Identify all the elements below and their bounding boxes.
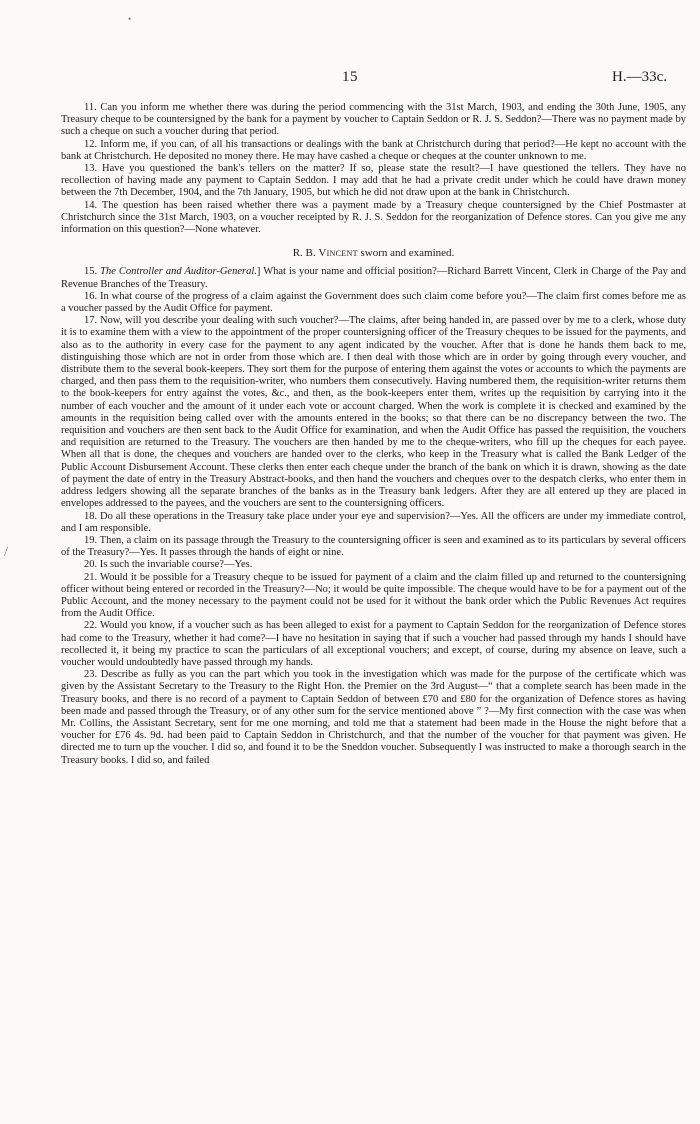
witness-initials: R. B. <box>292 247 316 260</box>
paragraph-18: 18. Do all these operations in the Treasury take place under your eye and supervision?—Yes. All the officers are under my immediate control, and I am responsible. <box>61 510 686 534</box>
paragraph-21: 21. Would it be possible for a Treasury cheque to be issued for payment of a claim and the claim filled up and returned to the countersigning officer without being entered or recorded in the Treasury?—No; it would be quite impossible. The cheque would have to be for a payment out of the Public Account, and the money necessary to the payment could not be used for it without the bank order which the Public Revenues Act requires from the Audit Office. <box>61 571 686 620</box>
paragraph-15-number: 15. <box>84 266 98 278</box>
document-body <box>61 102 686 767</box>
witness-heading <box>61 247 686 259</box>
margin-dot-mark: • <box>128 14 132 24</box>
paragraph-15-text: ] What is your name and official position?—Richard Barrett Vincent, Clerk in Charge of the Pay and Revenue Branches of the Treasury. <box>61 266 686 290</box>
paragraph-19: 19. Then, a claim on its passage through the Treasury to the countersigning officer is seen and examined as to its particulars by several officers of the Treasury?—Yes. It passes through the hands of eight or nine. <box>61 534 686 559</box>
witness-sworn-text: sworn and examined. <box>360 247 455 260</box>
paragraph-17: 17. Now, will you describe your dealing with such voucher?—The claims, after being handed in, are passed over by me to a clerk, whose duty it is to examine them with a view to the appointment of the proper countersigning officer of the Treasury cheques to be issued for the payments, and also as to the authority in every case for the payment to any agent indicated by the voucher. After that is done he hands them back to me, distinguishing those which are not in order from those which are. I then deal with those which are in order by going through every voucher, and distribute them to the several book-keepers. They sort them for the purpose of entering them against the votes or accounts to which the payments are charged, and then pass them to the requisition-writer, who numbers them consecutively. Having numbered them, the requisition-writer returns them to the book-keepers for entry against the votes, &c., and then, as the book-keepers enter them, writes up the requisition by carrying into it the number of each voucher and the amount of it under each vote or account charged. When the work is complete it is checked and examined by the amounts in the requisition being called over with the amounts entered in the books; so that there can be no discrepancy between the two. The requisition and vouchers are then sent back to the Audit Office for examination, and when the Audit Office has passed the requisition, the vouchers and requisition are returned to the Treasury. The vouchers are then handed by me to the cheque-writers, who fill up the cheques for each payee. When all that is done, the cheques and vouchers are handed over to the clerks, who keep in the Treasury what is called the Bank Ledger of the Public Account Disbursement Account. These clerks then enter each cheque under the branch of the bank on which it is drawn, showing as the date of payment the date of entry in the Treasury Abstract-books, and then hand the vouchers and cheques over to the despatch clerks, who enter them in address ledgers showing all the separate branches of the banks as in the Treasury bank ledgers. After they are all entered up they are placed in envelopes addressed to the payees, and the vouchers are sent to the countersigning officers. <box>61 315 686 510</box>
paragraph-13: 13. Have you questioned the bank's tellers on the matter? If so, please state the result?—I have questioned the tellers. They have no recollection of having made any payment to Captain Seddon. I may add that he had a private credit under which he could have drawn money between the 7th December, 1904, and the 7th January, 1905, but which he did not draw upon at the bank in Christchurch. <box>61 163 686 199</box>
paragraph-15 <box>61 266 686 290</box>
paragraph-11: 11. Can you inform me whether there was during the period commencing with the 31st March, 1903, and ending the 30th June, 1905, any Treasury cheque to be countersigned by the bank for a payment by voucher to Captain Seddon or R. J. S. Seddon?—There was no payment made by such a cheque on such a voucher during that period. <box>61 102 686 138</box>
margin-tick-mark: / <box>4 545 8 560</box>
paragraph-15-examiner: The Controller and Auditor-General. <box>100 266 257 278</box>
document-code: H.—33c. <box>612 69 667 85</box>
witness-name: Vincent <box>318 247 358 260</box>
paragraph-22: 22. Would you know, if a voucher such as has been alleged to exist for a payment to Captain Seddon for the reorganization of Defence stores had come to the Treasury, whether it had come?—I have no hesitation in saying that if such a voucher had passed through my hands I should have recollected it, it being my practice to scan the particulars of all exceptional vouchers; and except, of course, during my absence on leave, such a voucher would undoubtedly have passed through my hands. <box>61 620 686 668</box>
paragraph-14: 14. The question has been raised whether there was a payment made by a Treasury cheque countersigned by the Chief Postmaster at Christchurch since the 31st March, 1903, on a voucher receipted by R. J. S. Seddon for the reorganization of Defence stores. Can you give me any information on this question?—None whatever. <box>61 199 686 236</box>
page-number: 15 <box>342 69 358 85</box>
paragraph-16: 16. In what course of the progress of a claim against the Government does such claim come before you?—The claim first comes before me as a voucher passed by the Audit Office for payment. <box>61 290 686 315</box>
paragraph-23: 23. Describe as fully as you can the part which you took in the investigation which was made for the purpose of the certificate which was given by the Assistant Secretary to the Treasury to the Right Hon. the Premier on the 3rd August—“ that a complete search has been made in the Treasury books, and there is no record of a payment to Captain Seddon of between £70 and £80 for the organization of Defence stores as having been made and passed through the Treasury, or of any other sum for the service mentioned above ” ?—My first connection with the case was when Mr. Collins, the Assistant Secretary, sent for me one morning, and told me that a statement had been made in the House the night before that a voucher for £76 4s. 9d. had been paid to Captain Seddon in Christchurch, and that the number of the voucher for that payment was given. He directed me to turn up the voucher. I did so, and found it to be the Sneddon voucher. Subsequently I was instructed to make a thorough search in the Treasury books. I did so, and failed <box>61 669 686 766</box>
paragraph-12: 12. Inform me, if you can, of all his transactions or dealings with the bank at Christchurch during that period?—He kept no account with the bank at Christchurch. He deposited no money there. He may have cashed a cheque or cheques at the counter unknown to me. <box>61 138 686 162</box>
paragraph-20: 20. Is such the invariable course?—Yes. <box>84 559 253 571</box>
